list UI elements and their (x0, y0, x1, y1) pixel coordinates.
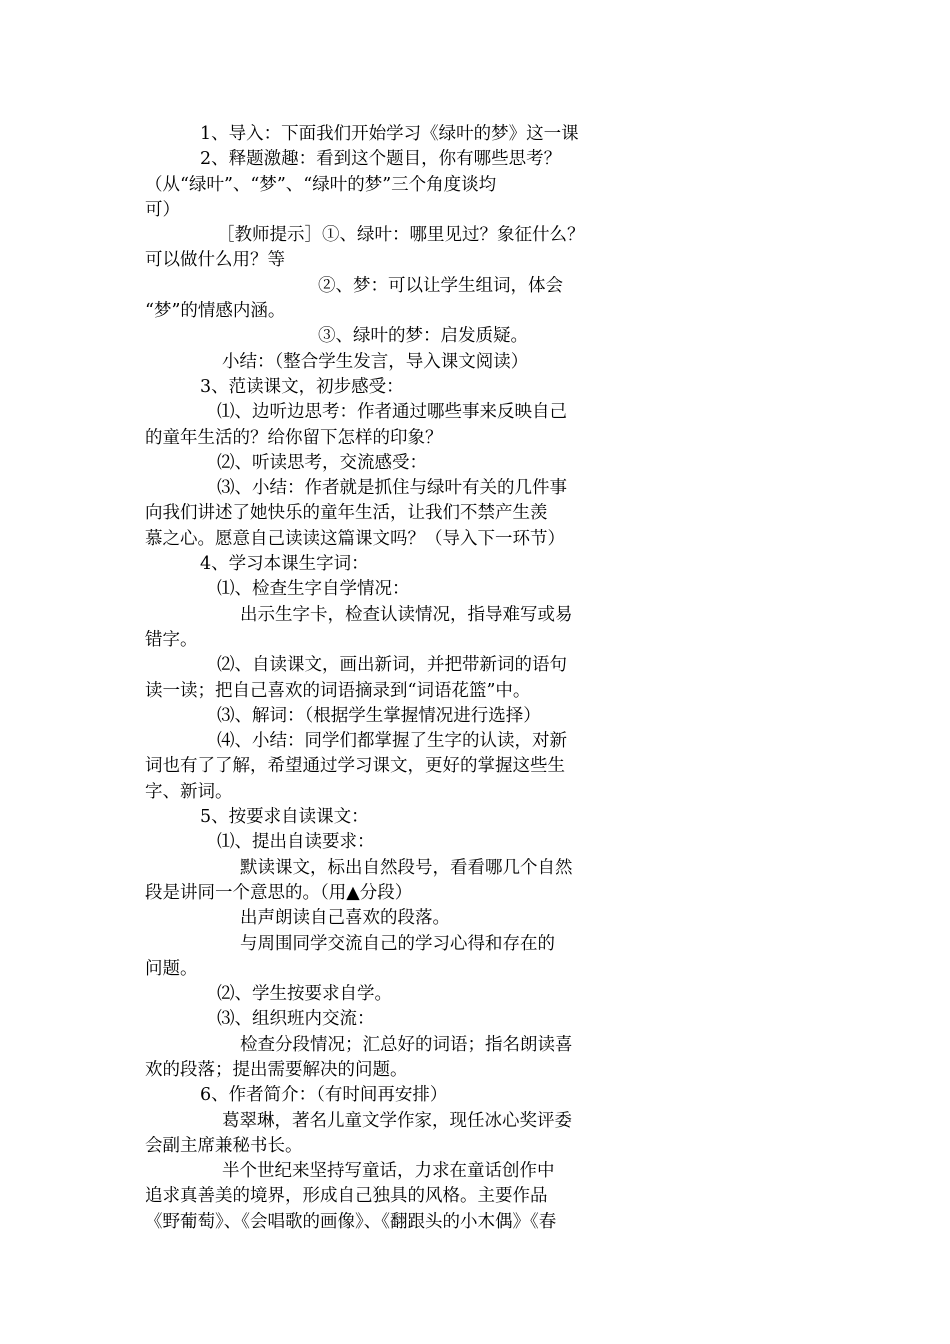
text-line: 与周围同学交流自己的学习心得和存在的 (240, 933, 555, 954)
text-line: ⑴、提出自读要求： (217, 832, 375, 853)
text-line: 5、按要求自读课文： (200, 807, 369, 828)
text-line: 默读课文，标出自然段号，看看哪几个自然 (240, 857, 573, 878)
text-line: 2、释题激趣：看到这个题目，你有哪些思考？ (200, 149, 562, 170)
text-line: 可） (145, 199, 180, 220)
text-line: 段是讲同一个意思的。（用▲分段） (145, 882, 413, 903)
text-line: ⑶、组织班内交流： (217, 1009, 375, 1030)
text-line: ②、梦：可以让学生组词，体会 (318, 275, 563, 296)
text-line: 检查分段情况；汇总好的词语；指名朗读喜 (240, 1034, 573, 1055)
text-line: 欢的段落；提出需要解决的问题。 (145, 1059, 408, 1080)
text-line: 可以做什么用？等 (145, 250, 285, 271)
text-line: 字、新词。 (145, 781, 233, 802)
text-line: 的童年生活的？给你留下怎样的印象？ (145, 427, 443, 448)
text-line: 1、导入：下面我们开始学习《绿叶的梦》这一课 (200, 124, 579, 144)
text-line: （从“绿叶”、“梦”、“绿叶的梦”三个角度谈均 (145, 174, 497, 195)
text-line: ⑵、听读思考，交流感受： (217, 452, 427, 473)
text-line: 4、学习本课生字词： (200, 554, 369, 575)
text-line: 3、范读课文，初步感受： (200, 376, 404, 397)
text-line: ③、绿叶的梦：启发质疑。 (318, 326, 528, 347)
text-line: 会副主席兼秘书长。 (145, 1135, 303, 1156)
text-line: ⑵、学生按要求自学。 (217, 984, 392, 1005)
text-line: 出声朗读自己喜欢的段落。 (240, 908, 450, 929)
text-line: 出示生字卡，检查认读情况，指导难写或易 (240, 604, 573, 625)
text-line: ［教师提示］①、绿叶：哪里见过？象征什么？ (217, 225, 585, 246)
text-line: 词也有了了解，希望通过学习课文，更好的掌握这些生 (145, 756, 565, 777)
text-line: 慕之心。愿意自己读读这篇课文吗？（导入下一环节） (145, 528, 565, 549)
text-line: ⑷、小结：同学们都掌握了生字的认读，对新 (217, 731, 567, 752)
text-line: 读一读；把自己喜欢的词语摘录到“词语花篮”中。 (145, 680, 531, 701)
text-line: 小结：（整合学生发言，导入课文阅读） (222, 351, 529, 372)
text-line: 问题。 (145, 958, 198, 979)
text-line: ⑴、边听边思考：作者通过哪些事来反映自己 (217, 402, 567, 423)
text-line: “梦”的情感内涵。 (145, 301, 286, 322)
text-line: ⑵、自读课文，画出新词，并把带新词的语句 (217, 655, 567, 676)
text-line: ⑶、解词：（根据学生掌握情况进行选择） (217, 705, 541, 726)
text-line: 向我们讲述了她快乐的童年生活，让我们不禁产生羡 (145, 503, 548, 524)
text-line: 追求真善美的境界，形成自己独具的风格。主要作品 (145, 1186, 548, 1207)
text-line: ⑴、检查生字自学情况： (217, 579, 410, 600)
document-body (145, 122, 590, 1235)
text-line: 葛翠琳，著名儿童文学作家，现任冰心奖评委 (222, 1110, 572, 1131)
text-line: 错字。 (145, 629, 198, 650)
text-line: 半个世纪来坚持写童话，力求在童话创作中 (222, 1161, 555, 1182)
text-line: 6、作者简介：（有时间再安排） (200, 1085, 448, 1106)
text-line: 《野葡萄》、《会唱歌的画像》、《翻跟头的小木偶》《春 (145, 1211, 557, 1232)
text-line: ⑶、小结：作者就是抓住与绿叶有关的几件事 (217, 478, 567, 499)
